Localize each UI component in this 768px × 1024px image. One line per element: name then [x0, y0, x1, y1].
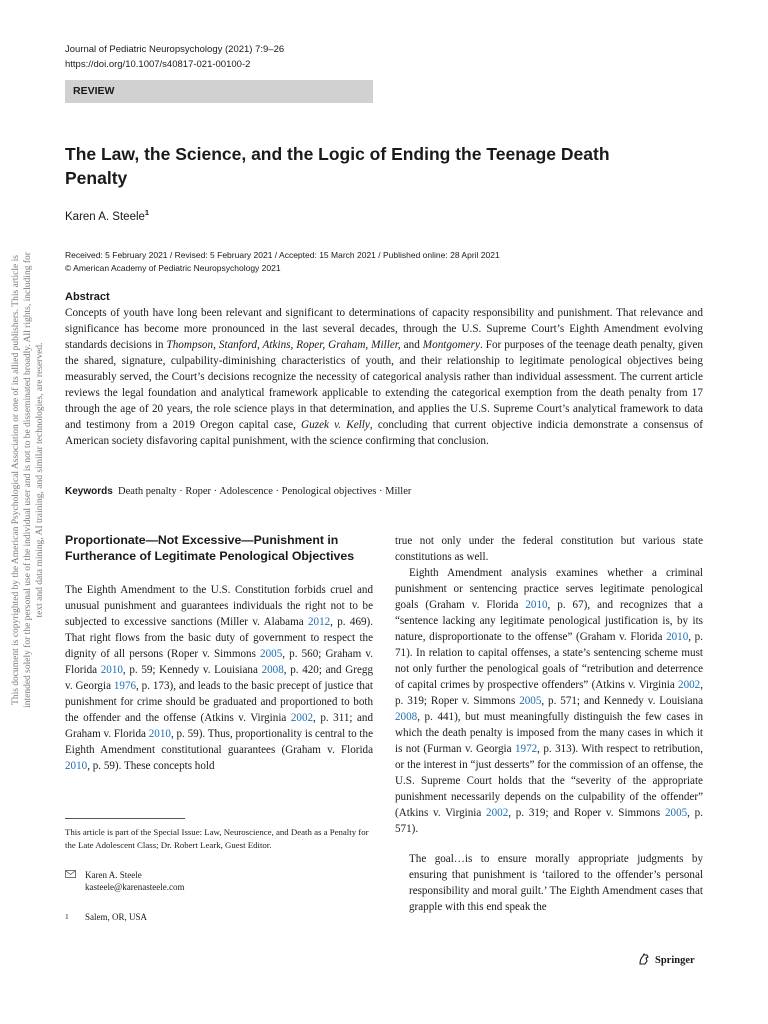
citation-link[interactable]: 1976 [113, 680, 137, 692]
text: The Eighth Amendment to the U.S. Constitution forbids cruel and unusual punishment and guarantees individuals the right not to be subjected to excessive sanctions (Miller v. Alabama [65, 584, 373, 628]
body-paragraph [65, 582, 373, 774]
publication-history: Received: 5 February 2021 / Revised: 5 February 2021 / Accepted: 15 March 2021 / Published online: 28 April 2021 [65, 250, 500, 260]
citation-link[interactable]: 2010 [100, 664, 123, 676]
text: Eighth Amendment analysis examines whether a criminal punishment or sentencing practice serves legitimate penological goals (Graham v. Florida [395, 567, 703, 611]
copyright-side-notice: This document is copyrighted by the American Psychological Association or one of its allied publishers. This article is intended solely for the personal use of the individual user and is not to be disseminated broadly. All rights, including for text and data mining, AI training, and similar technologies, are reserved. [11, 252, 45, 708]
abstract-text: and [400, 339, 423, 351]
affiliation-location: Salem, OR, USA [85, 912, 148, 922]
copyright-line: © American Academy of Pediatric Neuropsychology 2021 [65, 263, 281, 273]
text: , p. 71). In relation to capital offenses, a state’s sentencing scheme must not only further the penological goals of “retribution and deterrence of capital crimes by prospective offenders” (Atkins v. Virginia [395, 631, 703, 691]
text: , p. 59; Kennedy v. Louisiana [122, 664, 262, 676]
text: , p. 59). These concepts hold [87, 760, 215, 772]
citation-link[interactable]: 2012 [307, 616, 331, 628]
citation-link[interactable]: 2010 [525, 599, 548, 611]
contact-name: Karen A. Steele [85, 870, 142, 880]
citation-link[interactable]: 2002 [678, 679, 701, 691]
affiliation-marker: 1 [144, 208, 150, 217]
text: , p. 441), but must meaningfully distinguish the few cases in which the death penalty is imposed from the many cases in which it is not (Furman v. Georgia [395, 711, 703, 755]
left-column [65, 532, 373, 774]
text: , p. 59). Thus, proportionality is central to the Eighth Amendment constitutional guarantees (Graham v. Florida [65, 728, 373, 756]
article-title: The Law, the Science, and the Logic of Ending the Teenage Death Penalty [65, 144, 610, 188]
author-contact [65, 869, 185, 892]
text: , p. 469). That right flows from the basic duty of government to respect the dignity of all persons (Roper v. Simmons [65, 616, 374, 660]
text: , p. 560; Graham v. Florida [65, 648, 373, 676]
keywords-list: Death penalty · Roper · Adolescence · Penological objectives · Miller [118, 486, 412, 497]
abstract-text: Concepts of youth have long been relevant and significant to determinations of capacity responsibility and punishment. That relevance and significance has become more pronounced in the last several decades, through the U.S. Supreme Court’s Eighth Amendment evolving standards decisions in [65, 307, 703, 351]
block-quote: The goal…is to ensure morally appropriate judgments by ensuring that punishment is ‘tailored to the offender’s personal responsibility and moral guilt.’ The Eighth Amendment cases that grapple with this end speak the [409, 853, 703, 913]
citation-link[interactable]: 2002 [486, 807, 509, 819]
publisher-name: Springer [655, 955, 695, 966]
citation-link[interactable]: 2008 [395, 711, 418, 723]
keywords-line [65, 486, 411, 497]
journal-info [65, 42, 284, 72]
abstract-text: . For purposes of the teenage death penalty, given the shared, signature, culpability-diminishing characteristics of youth, and their relationship to legitimate penological objectives being measurably served, the Court’s decisions recognize the necessity of categorical analysis rather than individual assessment. The current article reviews the legal foundation and analytical framework applicable to extending the categorical exemption from the death penalty from 17 through the age of 20 years, the role science plays in that determination, and applies the U.S. Supreme Court’s analytical framework to data and testimony from a 2019 Oregon capital case, [65, 339, 704, 431]
contact-email[interactable]: kasteele@karenasteele.com [85, 882, 185, 892]
keywords-label: Keywords [65, 486, 113, 497]
journal-citation: Journal of Pediatric Neuropsychology (2021) 7:9–26 [65, 44, 285, 55]
citation-link[interactable]: 2002 [290, 712, 314, 724]
right-column [395, 533, 703, 915]
text: , p. 313). With respect to retribution, or the interest in “just desserts” for the commission of an offense, the U.S. Supreme Court holds that the “severity of the appropriate punishment necessarily depends on the culpability of the offender” (Atkins v. Virginia [395, 743, 703, 819]
springer-horse-icon [637, 952, 651, 969]
text: , p. 311; and Graham v. Florida [65, 712, 373, 740]
text: , p. 571). [395, 807, 704, 835]
publication-dates [65, 249, 500, 275]
affiliation [65, 912, 148, 925]
abstract-heading: Abstract [65, 291, 110, 303]
text: , p. 571; and Kennedy v. Louisiana [541, 695, 704, 707]
text: , p. 67), and recognizes that a “sentence lacking any legitimate penological justification is, by its nature, disproportionate to the offense” (Graham v. Florida [395, 599, 703, 643]
citation-link[interactable]: 2010 [65, 760, 88, 772]
citation-link[interactable]: 2005 [664, 807, 688, 819]
affiliation-number: 1 [65, 912, 69, 921]
publisher-logo [637, 952, 695, 969]
article-type-badge: REVIEW [65, 80, 373, 103]
special-issue-footnote: This article is part of the Special Issue: Law, Neuroscience, and Death as a Penalty for the Late Adolescent Class; Dr. Robert Leark, Guest Editor. [65, 827, 369, 850]
footnote-divider [65, 818, 185, 819]
text: , p. 173), and leads to the basic precept of justice that punishment for crime should be graduated and proportioned to both the offender and the offense (Atkins v. Virginia [65, 680, 373, 724]
author-line [65, 208, 149, 223]
text: , p. 319; and Roper v. Simmons [508, 807, 665, 819]
body-paragraph: true not only under the federal constitution but various state constitutions as well. [395, 535, 703, 563]
text: , p. 420; and Gregg v. Georgia [65, 664, 373, 692]
citation-link[interactable]: 2010 [666, 631, 689, 643]
citation-link[interactable]: 2008 [261, 664, 284, 676]
envelope-icon [65, 869, 79, 881]
author-name[interactable]: Karen A. Steele [65, 210, 145, 223]
citation-link[interactable]: 1972 [514, 743, 538, 755]
text: , p. 319; Roper v. Simmons [395, 679, 703, 707]
case-name: Guzek v. Kelly [301, 419, 370, 431]
body-paragraph [395, 565, 703, 837]
citation-link[interactable]: 2010 [148, 728, 171, 740]
case-name: Montgomery [422, 339, 480, 351]
citation-link[interactable]: 2005 [260, 648, 283, 660]
doi-link[interactable]: https://doi.org/10.1007/s40817-021-00100-2 [65, 59, 251, 70]
citation-link[interactable]: 2005 [519, 695, 542, 707]
case-names: Thompson, Stanford, Atkins, Roper, Graham, Miller, [166, 339, 401, 351]
abstract-body [65, 305, 703, 449]
section-heading: Proportionate—Not Excessive—Punishment in Furtherance of Legitimate Penological Objectives [65, 533, 355, 563]
abstract-text: , concluding that current objective indicia demonstrate a consensus of American society disfavoring capital punishment, with the science confirming that conclusion. [65, 419, 703, 447]
